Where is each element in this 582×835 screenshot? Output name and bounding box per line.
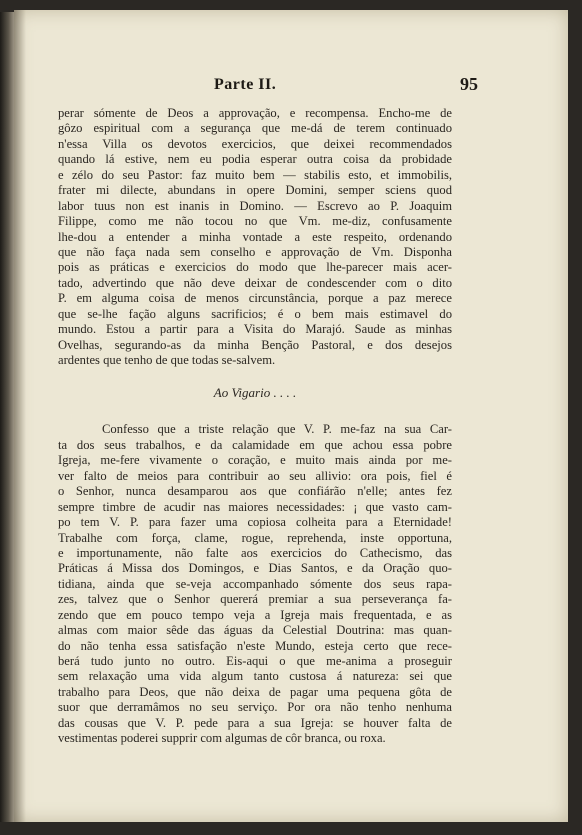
text-line: mundo. Estou a partir para a Visita do Marajó. Saude as minhas (58, 322, 452, 337)
text-line: quando lá estive, nem eu podia esperar outra coisa da probidade (58, 152, 452, 167)
text-line: das cousas que V. P. pede para a sua Igreja: se houver falta de (58, 715, 452, 730)
text-line: Confesso que a triste relação que V. P. me-faz na sua Car- (102, 422, 452, 437)
text-line: Filippe, como me não tocou no que Vm. me-diz, confusamente (58, 214, 452, 229)
text-line: que não faça nada sem conselho e approvação de Vm. Disponha (58, 244, 452, 259)
text-line: vestimentas poderei supprir com algumas de côr branca, ou roxa. (58, 731, 386, 746)
paragraph-1 (58, 106, 452, 368)
text-line: zes, talvez que o Senhor quererá premiar a sua perseverança fa- (58, 592, 452, 607)
text-line: o Senhor, nunca desamparou aos que confiárão n'elle; antes fez (58, 484, 452, 499)
page-sheet (14, 10, 568, 822)
text-line: suor que derramâmos no seu serviço. Por ora não tenho nenhuma (58, 700, 452, 715)
page-number: 95 (460, 74, 478, 94)
text-line: sem relaxação uma vida algum tanto custosa á natureza: sei que (58, 669, 452, 684)
text-line: Práticas á Missa dos Domingos, e Dias Santos, e da Oração quo- (58, 561, 452, 576)
text-line: ta dos seus trabalhos, e da calamidade em que achou essa pobre (58, 437, 452, 452)
text-line: ver falto de meios para contribuir ao seu allivio: ora pois, fiel é (58, 468, 452, 483)
body-text (58, 106, 452, 747)
text-line: e zélo do seu Pastor: faz muito bem — stabilis esto, et immobilis, (58, 167, 452, 182)
text-line: tado, advertindo que não deve deixar de condescender com o dito (58, 275, 452, 290)
paragraph-2 (58, 422, 452, 746)
text-line: pois as práticas e exercicios do modo que lhe-parecer mais acer- (58, 260, 452, 275)
text-line: gôzo espiritual com a segurança que me-dá de terem continuado (58, 121, 452, 136)
text-line: Trabalhe com força, clame, rogue, reprehenda, inste opportuna, (58, 530, 452, 545)
text-line: sempre timbre de acudir nas maiores necessidades: ¡ que vasto cam- (58, 499, 452, 514)
text-line: que se-lhe fação alguns sacrificios; é o bem mais estimavel do (58, 306, 452, 321)
text-line: n'essa Villa os devotos exercicios, que deixei recommendados (58, 136, 452, 151)
spine-shadow (14, 10, 26, 822)
text-line: tidiana, ainda que se-veja accompanhado sómente dos seus rapa- (58, 576, 452, 591)
text-line: berá tudo junto no outro. Eis-aqui o que me-anima a proseguir (58, 654, 452, 668)
running-header (14, 76, 568, 98)
text-line: e importunamente, não falte aos exercicios do Cathecismo, das (58, 545, 452, 560)
text-line: labor tuus non est inanis in Domino. — Escrevo ao P. Joaquim (58, 198, 452, 213)
text-line: P. em alguma coisa de menos circunstância, porque a paz merece (58, 291, 452, 306)
text-line: ardentes que tenho de que todas se-salvem. (58, 353, 276, 367)
text-line: Igreja, me-fere vivamente o coração, e muito mais ainda por me- (58, 453, 452, 468)
book-edge (0, 12, 14, 822)
text-line: Ovelhas, segurando-as da minha Benção Pastoral, e dos desejos (58, 337, 452, 352)
text-line: zendo que em pouco tempo veja a Igreja mais frequentada, e as (58, 607, 452, 622)
running-title: Parte II. (214, 76, 277, 93)
text-line: do não tenha essa satisfação n'este Mundo, esteja certo que rece- (58, 638, 452, 653)
text-line: trabalho para Deos, que não deixa de pagar uma pequena gôta de (58, 684, 452, 699)
text-line: almas com maior sêde das águas da Celestial Doutrina: mas quan- (58, 623, 452, 638)
text-line: frater mi dilecte, abundans in opere Domini, semper sciens quod (58, 183, 452, 198)
text-line: perar sómente de Deos a approvação, e recompensa. Encho-me de (58, 106, 452, 120)
text-line: po tem V. P. para fazer uma copiosa colheita para a Eternidade! (58, 515, 452, 530)
text-line: lhe-dou a entender a minha vontade a este respeito, ordenando (58, 229, 452, 244)
section-heading: Ao Vigario . . . . (213, 385, 297, 401)
